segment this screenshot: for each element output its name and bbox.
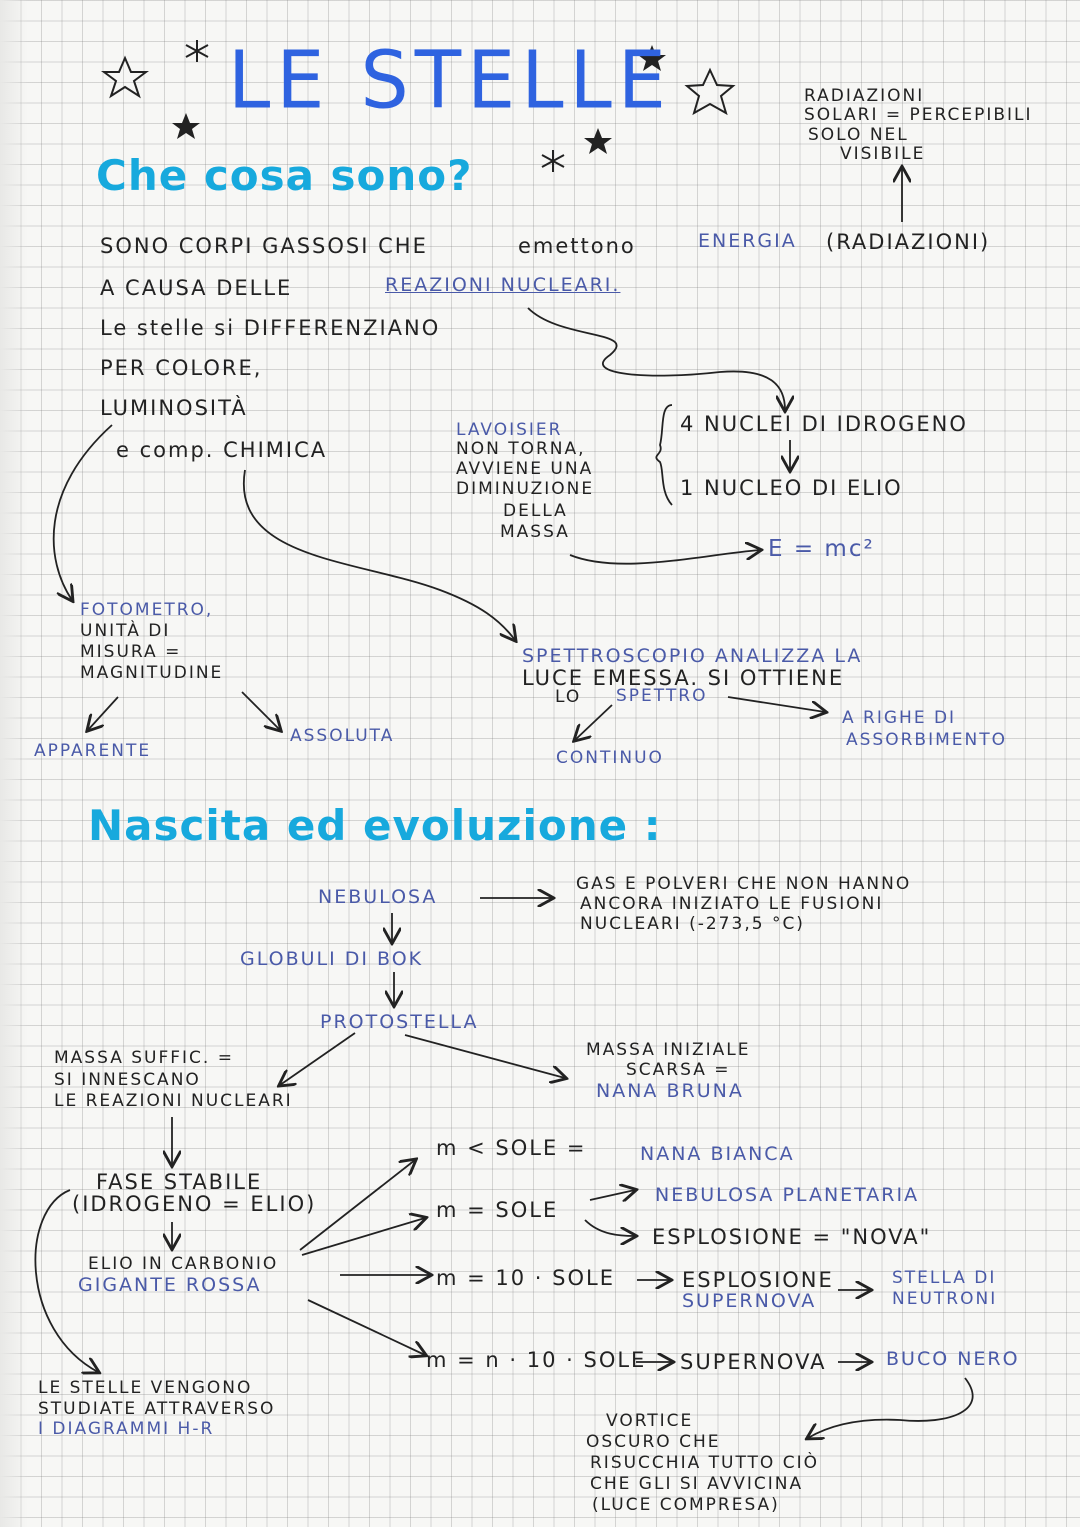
asterisk-icon bbox=[186, 40, 208, 62]
lavoisier-4: DIMINUZIONE bbox=[456, 479, 595, 499]
vortice-5: (LUCE COMPRESA) bbox=[592, 1495, 780, 1515]
esplosione-supernova-1: ESPLOSIONE bbox=[682, 1268, 834, 1292]
radiazioni-note-4: VISIBILE bbox=[840, 144, 926, 164]
spettroscopio-3: LO bbox=[555, 687, 582, 707]
fotometro-2: UNITÀ DI bbox=[80, 621, 171, 641]
massa-suff-1: MASSA SUFFIC. = bbox=[54, 1048, 234, 1068]
esplosione-nova: ESPLOSIONE = "NOVA" bbox=[652, 1225, 932, 1249]
apparente-label: APPARENTE bbox=[34, 741, 152, 761]
def-line-5: LUMINOSITÀ bbox=[100, 396, 248, 420]
hr-1: LE STELLE VENGONO bbox=[38, 1378, 253, 1398]
star-filled-icon bbox=[584, 128, 612, 154]
def-line-1a: SONO CORPI GASSOSI CHE bbox=[100, 234, 428, 258]
def-line-4: PER COLORE, bbox=[100, 356, 263, 380]
radiazioni-note-3: SOLO NEL bbox=[808, 125, 909, 145]
nebulosa-def-1: GAS E POLVERI CHE NON HANNO bbox=[576, 874, 912, 894]
continuo-label: CONTINUO bbox=[556, 748, 664, 768]
def-line-1d: (RADIAZIONI) bbox=[826, 230, 991, 254]
fotometro-4: MAGNITUDINE bbox=[80, 663, 224, 683]
nebulosa-def-3: NUCLEARI (-273,5 °C) bbox=[580, 914, 805, 934]
nebulosa-planetaria: NEBULOSA PLANETARIA bbox=[655, 1184, 920, 1206]
fusion-bottom: 1 NUCLEO DI ELIO bbox=[680, 476, 903, 500]
globuli-label: GLOBULI DI BOK bbox=[240, 948, 424, 970]
hr-2: STUDIATE ATTRAVERSO bbox=[38, 1399, 276, 1419]
massa-suff-3: LE REAZIONI NUCLEARI bbox=[54, 1091, 293, 1111]
nana-bianca: NANA BIANCA bbox=[640, 1143, 795, 1165]
massa-scarsa-1: MASSA INIZIALE bbox=[586, 1040, 751, 1060]
vortice-3: RISUCCHIA TUTTO CIÒ bbox=[590, 1453, 819, 1473]
star-outline-icon bbox=[104, 58, 146, 96]
righe-1: A RIGHE DI bbox=[842, 708, 957, 728]
def-line-1c: ENERGIA bbox=[698, 230, 797, 252]
vortice-1: VORTICE bbox=[606, 1411, 694, 1431]
m-10-sole: m = 10 · SOLE bbox=[436, 1266, 615, 1290]
righe-2: ASSORBIMENTO bbox=[846, 730, 1007, 750]
lavoisier-1: LAVOISIER bbox=[456, 420, 563, 440]
supernova-label: SUPERNOVA bbox=[680, 1350, 827, 1374]
section-heading-what: Che cosa sono? bbox=[96, 151, 473, 200]
radiazioni-note-2: SOLARI = PERCEPIBILI bbox=[804, 105, 1033, 125]
fase-stabile-1: FASE STABILE bbox=[96, 1170, 263, 1194]
fase-stabile-2: (IDROGENO = ELIO) bbox=[72, 1192, 317, 1216]
def-line-2a: A CAUSA DELLE bbox=[100, 276, 293, 300]
vortice-4: CHE GLI SI AVVICINA bbox=[590, 1474, 804, 1494]
massa-scarsa-2: SCARSA = bbox=[626, 1060, 731, 1080]
radiazioni-note-1: RADIAZIONI bbox=[804, 86, 925, 106]
massa-scarsa-3: NANA BRUNA bbox=[596, 1080, 744, 1102]
section-heading-evolution: Nascita ed evoluzione : bbox=[88, 801, 662, 850]
m-eq-sole: m = SOLE bbox=[436, 1198, 559, 1222]
fusion-top: 4 NUCLEI DI IDROGENO bbox=[680, 412, 968, 436]
lavoisier-3: AVVIENE UNA bbox=[456, 459, 594, 479]
vortice-2: OSCURO CHE bbox=[586, 1432, 721, 1452]
equation: E = mc² bbox=[768, 536, 875, 562]
def-line-6: e comp. CHIMICA bbox=[116, 438, 328, 462]
star-filled-icon bbox=[172, 113, 200, 139]
lavoisier-6: MASSA bbox=[500, 522, 570, 542]
nebulosa-def-2: ANCORA INIZIATO LE FUSIONI bbox=[580, 894, 884, 914]
m-n-10-sole: m = n · 10 · SOLE bbox=[426, 1348, 647, 1372]
star-outline-icon bbox=[687, 70, 733, 113]
spettro-label: SPETTRO bbox=[616, 686, 708, 706]
assoluta-label: ASSOLUTA bbox=[290, 726, 395, 746]
def-line-1b: emettono bbox=[518, 234, 636, 258]
esplosione-supernova-2: SUPERNOVA bbox=[682, 1290, 817, 1312]
def-line-3: Le stelle si DIFFERENZIANO bbox=[100, 316, 441, 340]
protostella-label: PROTOSTELLA bbox=[320, 1011, 479, 1033]
gigante-rossa: GIGANTE ROSSA bbox=[78, 1274, 262, 1296]
buco-nero: BUCO NERO bbox=[886, 1348, 1020, 1370]
stella-neutroni-1: STELLA DI bbox=[892, 1268, 997, 1288]
lavoisier-2: NON TORNA, bbox=[456, 439, 586, 459]
stella-neutroni-2: NEUTRONI bbox=[892, 1289, 998, 1309]
hr-3: I DIAGRAMMI H-R bbox=[38, 1419, 215, 1439]
fotometro-3: MISURA = bbox=[80, 642, 182, 662]
page-title: LE STELLE bbox=[228, 32, 672, 127]
lavoisier-5: DELLA bbox=[503, 501, 568, 521]
m-less-sole: m < SOLE = bbox=[436, 1136, 587, 1160]
def-line-2b: REAZIONI NUCLEARI. bbox=[385, 274, 621, 296]
elio-carbonio: ELIO IN CARBONIO bbox=[88, 1254, 279, 1274]
spettroscopio-1: SPETTROSCOPIO ANALIZZA LA bbox=[522, 645, 863, 667]
massa-suff-2: SI INNESCANO bbox=[54, 1070, 201, 1090]
asterisk-icon bbox=[542, 150, 564, 172]
nebulosa-label: NEBULOSA bbox=[318, 886, 438, 908]
fotometro-1: FOTOMETRO, bbox=[80, 600, 214, 620]
spettroscopio-2: LUCE EMESSA. SI OTTIENE bbox=[522, 666, 845, 690]
